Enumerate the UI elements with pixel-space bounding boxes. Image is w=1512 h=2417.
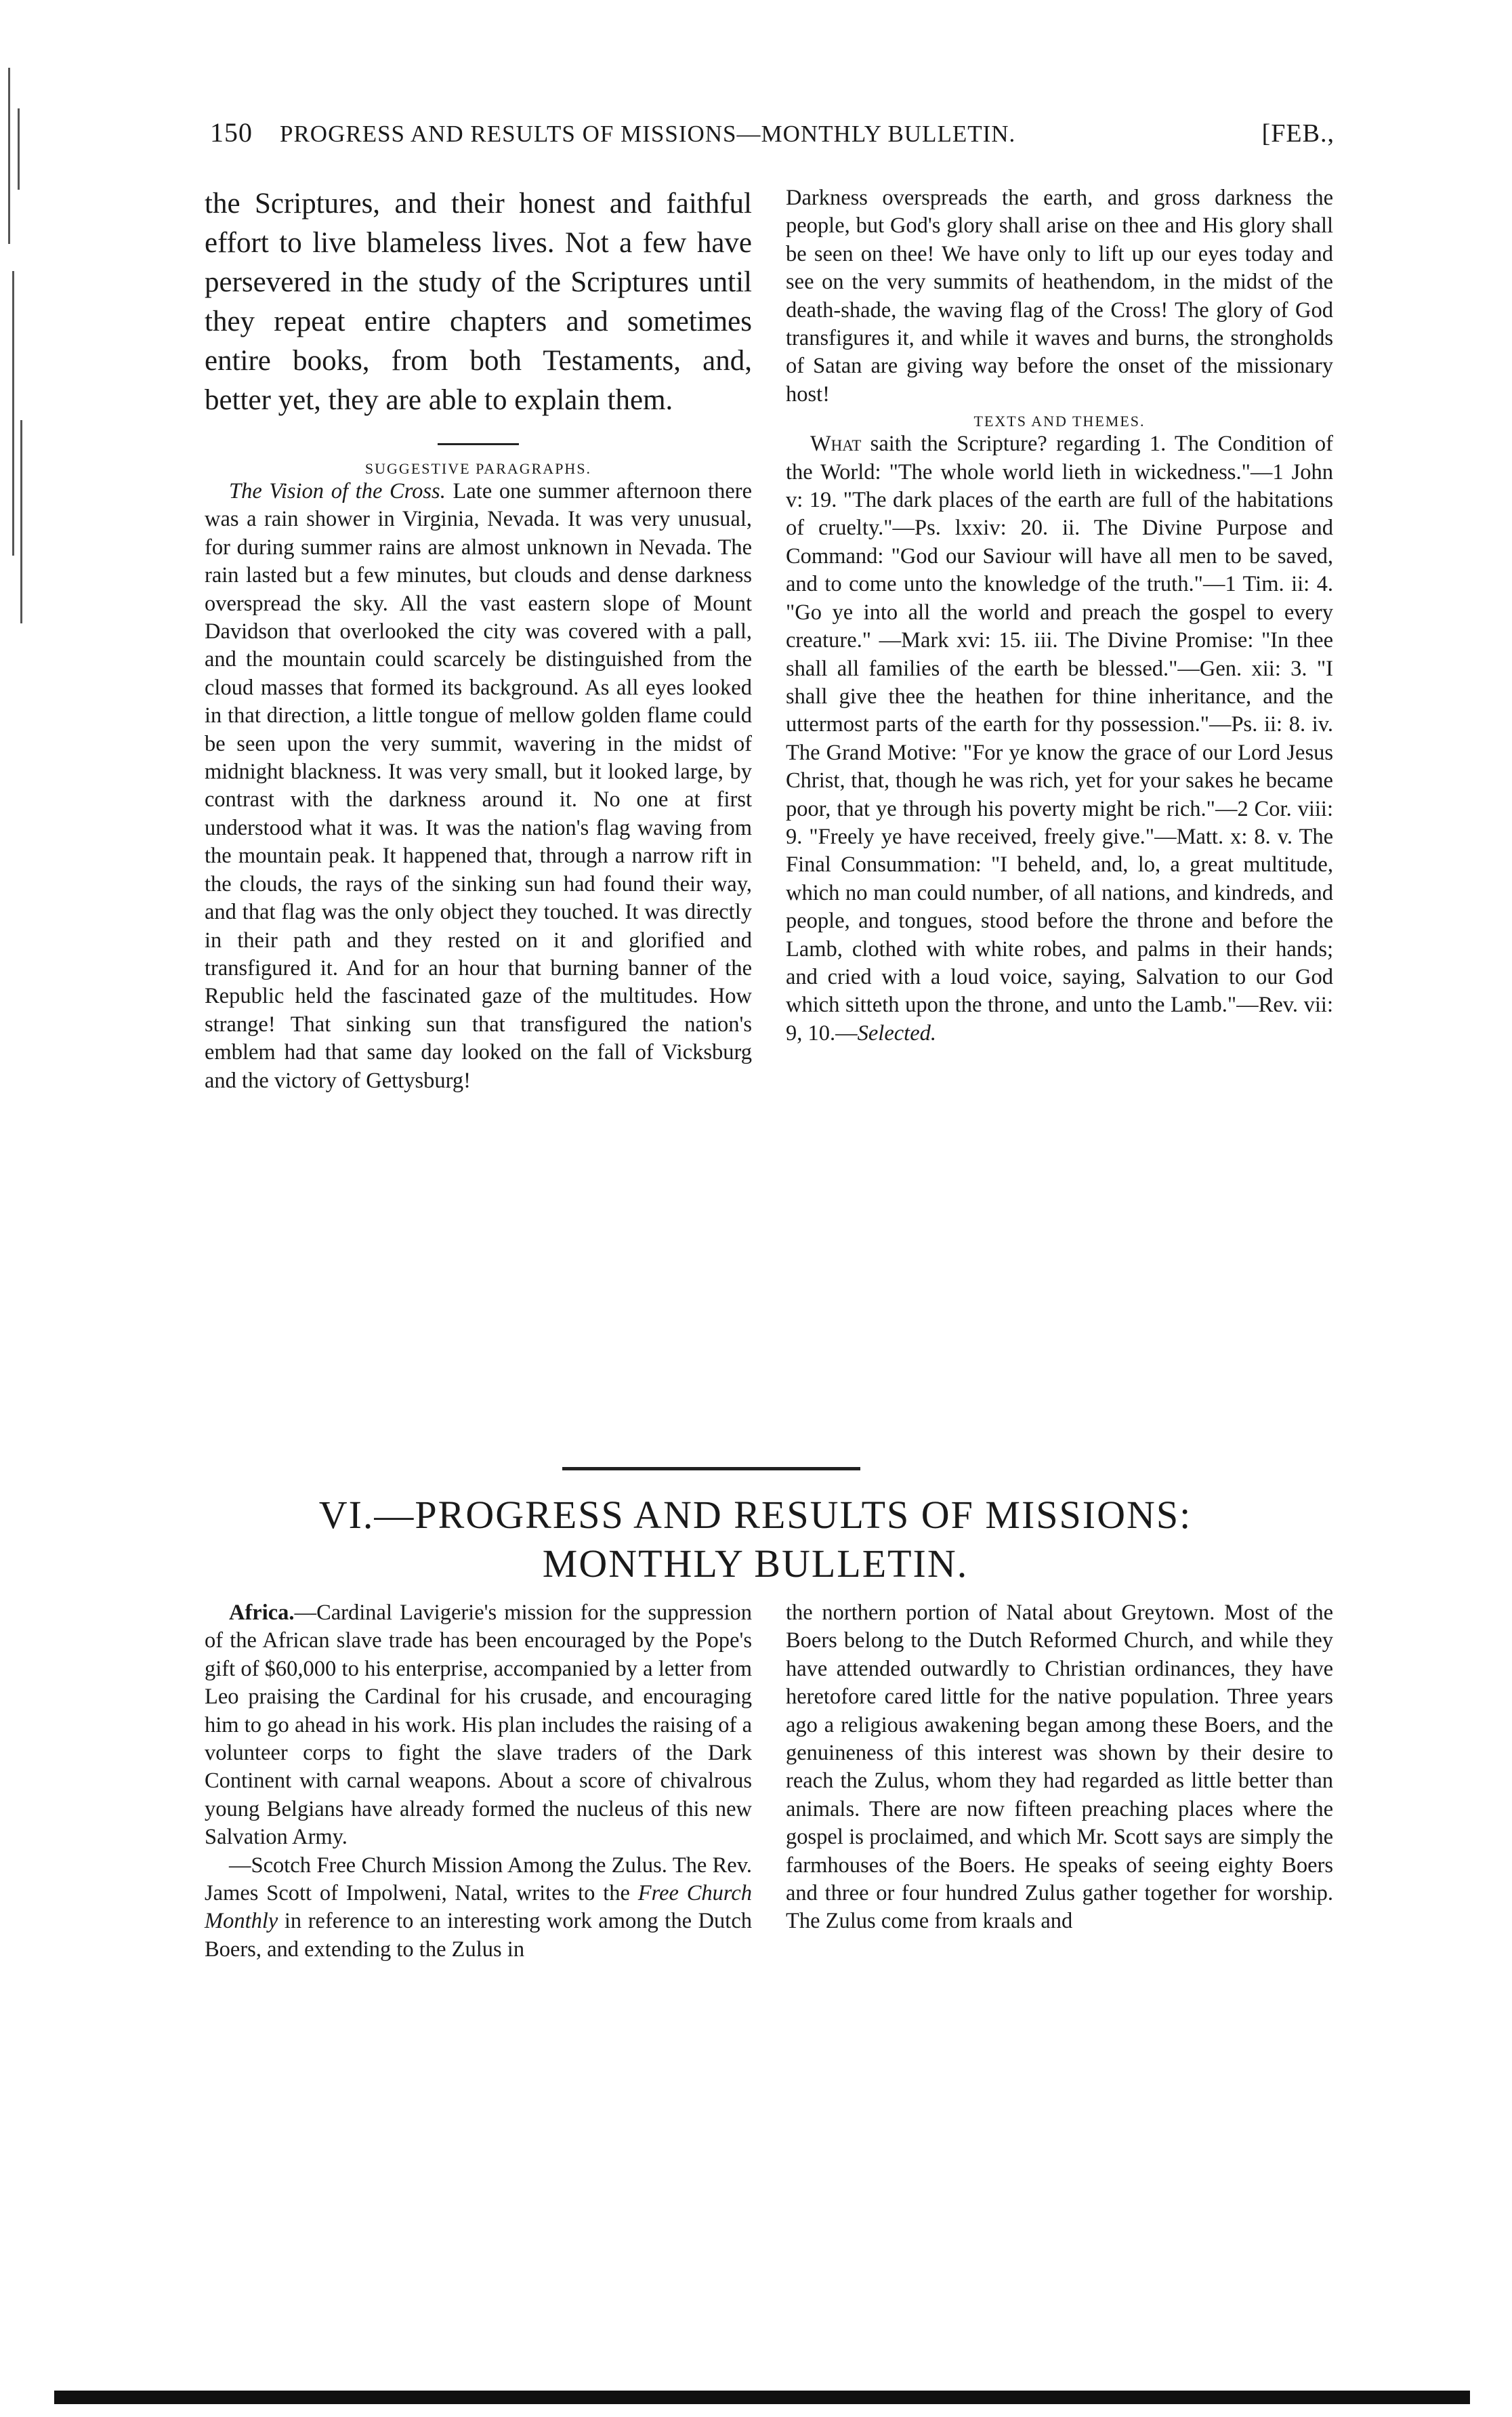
short-divider bbox=[438, 443, 519, 445]
right-column-top bbox=[786, 184, 1333, 1048]
darkness-paragraph: Darkness overspreads the earth, and gross darkness the people, but God's glory shall arise on thee and His glory shall be seen on thee! We have only to lift up our eyes today and see on the very summits of heathendom, in the midst of the death-shade, the waving flag of the Cross! The glory of God transfigures it, and while it waves and burns, the strongholds of Satan are giving way before the onset of the missionary host! bbox=[786, 186, 1333, 407]
africa-paragraph bbox=[205, 1599, 752, 1852]
suggestive-paragraphs-heading: SUGGESTIVE PARAGRAPHS. bbox=[364, 460, 592, 477]
what-lead: What bbox=[810, 432, 862, 457]
issue-date: [FEB., bbox=[1261, 119, 1335, 148]
vision-of-cross-paragraph bbox=[205, 478, 752, 1095]
left-column-bottom bbox=[205, 1599, 752, 1964]
running-header bbox=[210, 117, 1335, 148]
margin-scan-marks bbox=[5, 68, 33, 678]
scotch-body-b: in reference to an interesting work among the Dutch Boers, and extending to the Zulus in bbox=[205, 1909, 752, 1962]
section-title-line-2: MONTHLY BULLETIN. bbox=[542, 1542, 969, 1586]
free-church-monthly: Free Church Monthly bbox=[205, 1881, 752, 1934]
running-title: PROGRESS AND RESULTS OF MISSIONS—MONTHLY BULLETIN. bbox=[280, 121, 1016, 147]
texts-and-themes-heading: TEXTS AND THEMES. bbox=[973, 413, 1146, 430]
vision-title: The Vision of the Cross. bbox=[229, 479, 446, 503]
scan-edge-bar bbox=[54, 2391, 1470, 2404]
texts-body: saith the Scripture? regarding 1. The Condition of the World: "The whole world lieth in wickedness."—1 John v: 19. "The dark places of the earth are full of the habitations of cruelty."—Ps. lxxiv: 20. ii. The Divine Purpose and Command: "God our Saviour will have all men to be saved, and to come unto the knowledge of the truth."—1 Tim. ii: 4. "Go ye into all the world and preach the gospel to every creature." —Mark xvi: 15. iii. The Divine Promise: "In thee shall all families of the earth be blessed."—Gen. xii: 3. "I shall give thee the heathen for thine inheritance, and the uttermost parts of the earth for thy possession."—Ps. ii: 8. iv. The Grand Motive: "For ye know the grace of our Lord Jesus Christ, that, though he was rich, yet for your sakes he became poor, that ye through his poverty might be rich."—2 Cor. viii: 9. "Freely ye have received, freely give."—Matt. x: 8. v. The Final Consummation: "I beheld, and, lo, a great multitude, which no man could number, of all nations, and kindreds, and people, and tongues, stood before the throne and before the Lamb, clothed with white robes, and palms in their hands; and cried with a loud voice, saying, Salvation to our God which sitteth upon the throne, and unto the Lamb."—Rev. vii: 9, 10.— bbox=[786, 432, 1334, 1046]
right-column-bottom bbox=[786, 1599, 1333, 1936]
selected-credit: Selected. bbox=[857, 1020, 937, 1046]
africa-body: —Cardinal Lavigerie's mission for the suppression of the African slave trade has been encouraged by the Pope's gift of $60,000 to his enterprise, accompanied by a letter from Leo praising the Cardinal for his crusade, and encouraging him to go ahead in his work. His plan includes the raising of a volunteer corps to fight the slave traders of the Dark Continent with carnal weapons. About a score of chivalrous young Belgians have already formed the nucleus of this new Salvation Army. bbox=[205, 1600, 752, 1850]
scotch-mission-paragraph bbox=[205, 1852, 752, 1964]
left-column-top bbox=[205, 184, 752, 1095]
africa-lead: Africa. bbox=[229, 1600, 295, 1625]
section-title-line-1: VI.—PROGRESS AND RESULTS OF MISSIONS: bbox=[318, 1493, 1192, 1537]
vision-body: Late one summer afternoon there was a rain shower in Virginia, Nevada. It was very unusual, for during summer rains are almost unknown in Nevada. The rain lasted but a few minutes, but clouds and dense darkness overspread the sky. All the vast eastern slope of Mount Davidson that overlooked the city was covered with a pall, and the mountain could scarcely be distinguished from the cloud masses that formed its background. As all eyes looked in that direction, a little tongue of mellow golden flame could be seen upon the very summit, wavering in the midst of midnight blackness. It was very small, but it looked large, by contrast with the darkness around it. No one at first understood what it was. It was the nation's flag waving from the mountain peak. It happened that, through a narrow rift in the clouds, the rays of the sinking sun had found their way, and that flag was the only object they touched. It was directly in their path and they rested on it and glorified and transfigured it. And for an hour that burning banner of the Republic held the fascinated gaze of the multitudes. How strange! That sinking sun that transfigured the nation's emblem had that same day looked on the fall of Vicksburg and the victory of Gettysburg! bbox=[205, 479, 753, 1093]
intro-paragraph: the Scriptures, and their honest and faithful effort to live blameless lives. Not a few have persevered in the study of the Scriptures until they repeat entire chapters and sometimes entire books, from both Testaments, and, better yet, they are able to explain them. bbox=[205, 188, 752, 416]
natal-paragraph: the northern portion of Natal about Greytown. Most of the Boers belong to the Dutch Reformed Church, and while they have attended outwardly to Christian ordinances, they have heretofore cared little for the native population. Three years ago a religious awakening began among these Boers, and the genuineness of this interest was shown by their desire to reach the Zulus, whom they had regarded as little better than animals. There are now fifteen preaching places where the gospel is proclaimed, and which Mr. Scott says are simply the farmhouses of the Boers. He speaks of seeing eighty Boers and three or four hundred Zulus gather together for worship. The Zulus come from kraals and bbox=[786, 1600, 1333, 1934]
texts-and-themes-paragraph bbox=[786, 430, 1333, 1048]
section-title bbox=[190, 1491, 1321, 1588]
section-divider bbox=[562, 1467, 860, 1470]
scotch-body-a: —Scotch Free Church Mission Among the Zulus. The Rev. James Scott of Impolweni, Natal, writes to the bbox=[205, 1853, 752, 1906]
page-number: 150 bbox=[210, 117, 253, 148]
